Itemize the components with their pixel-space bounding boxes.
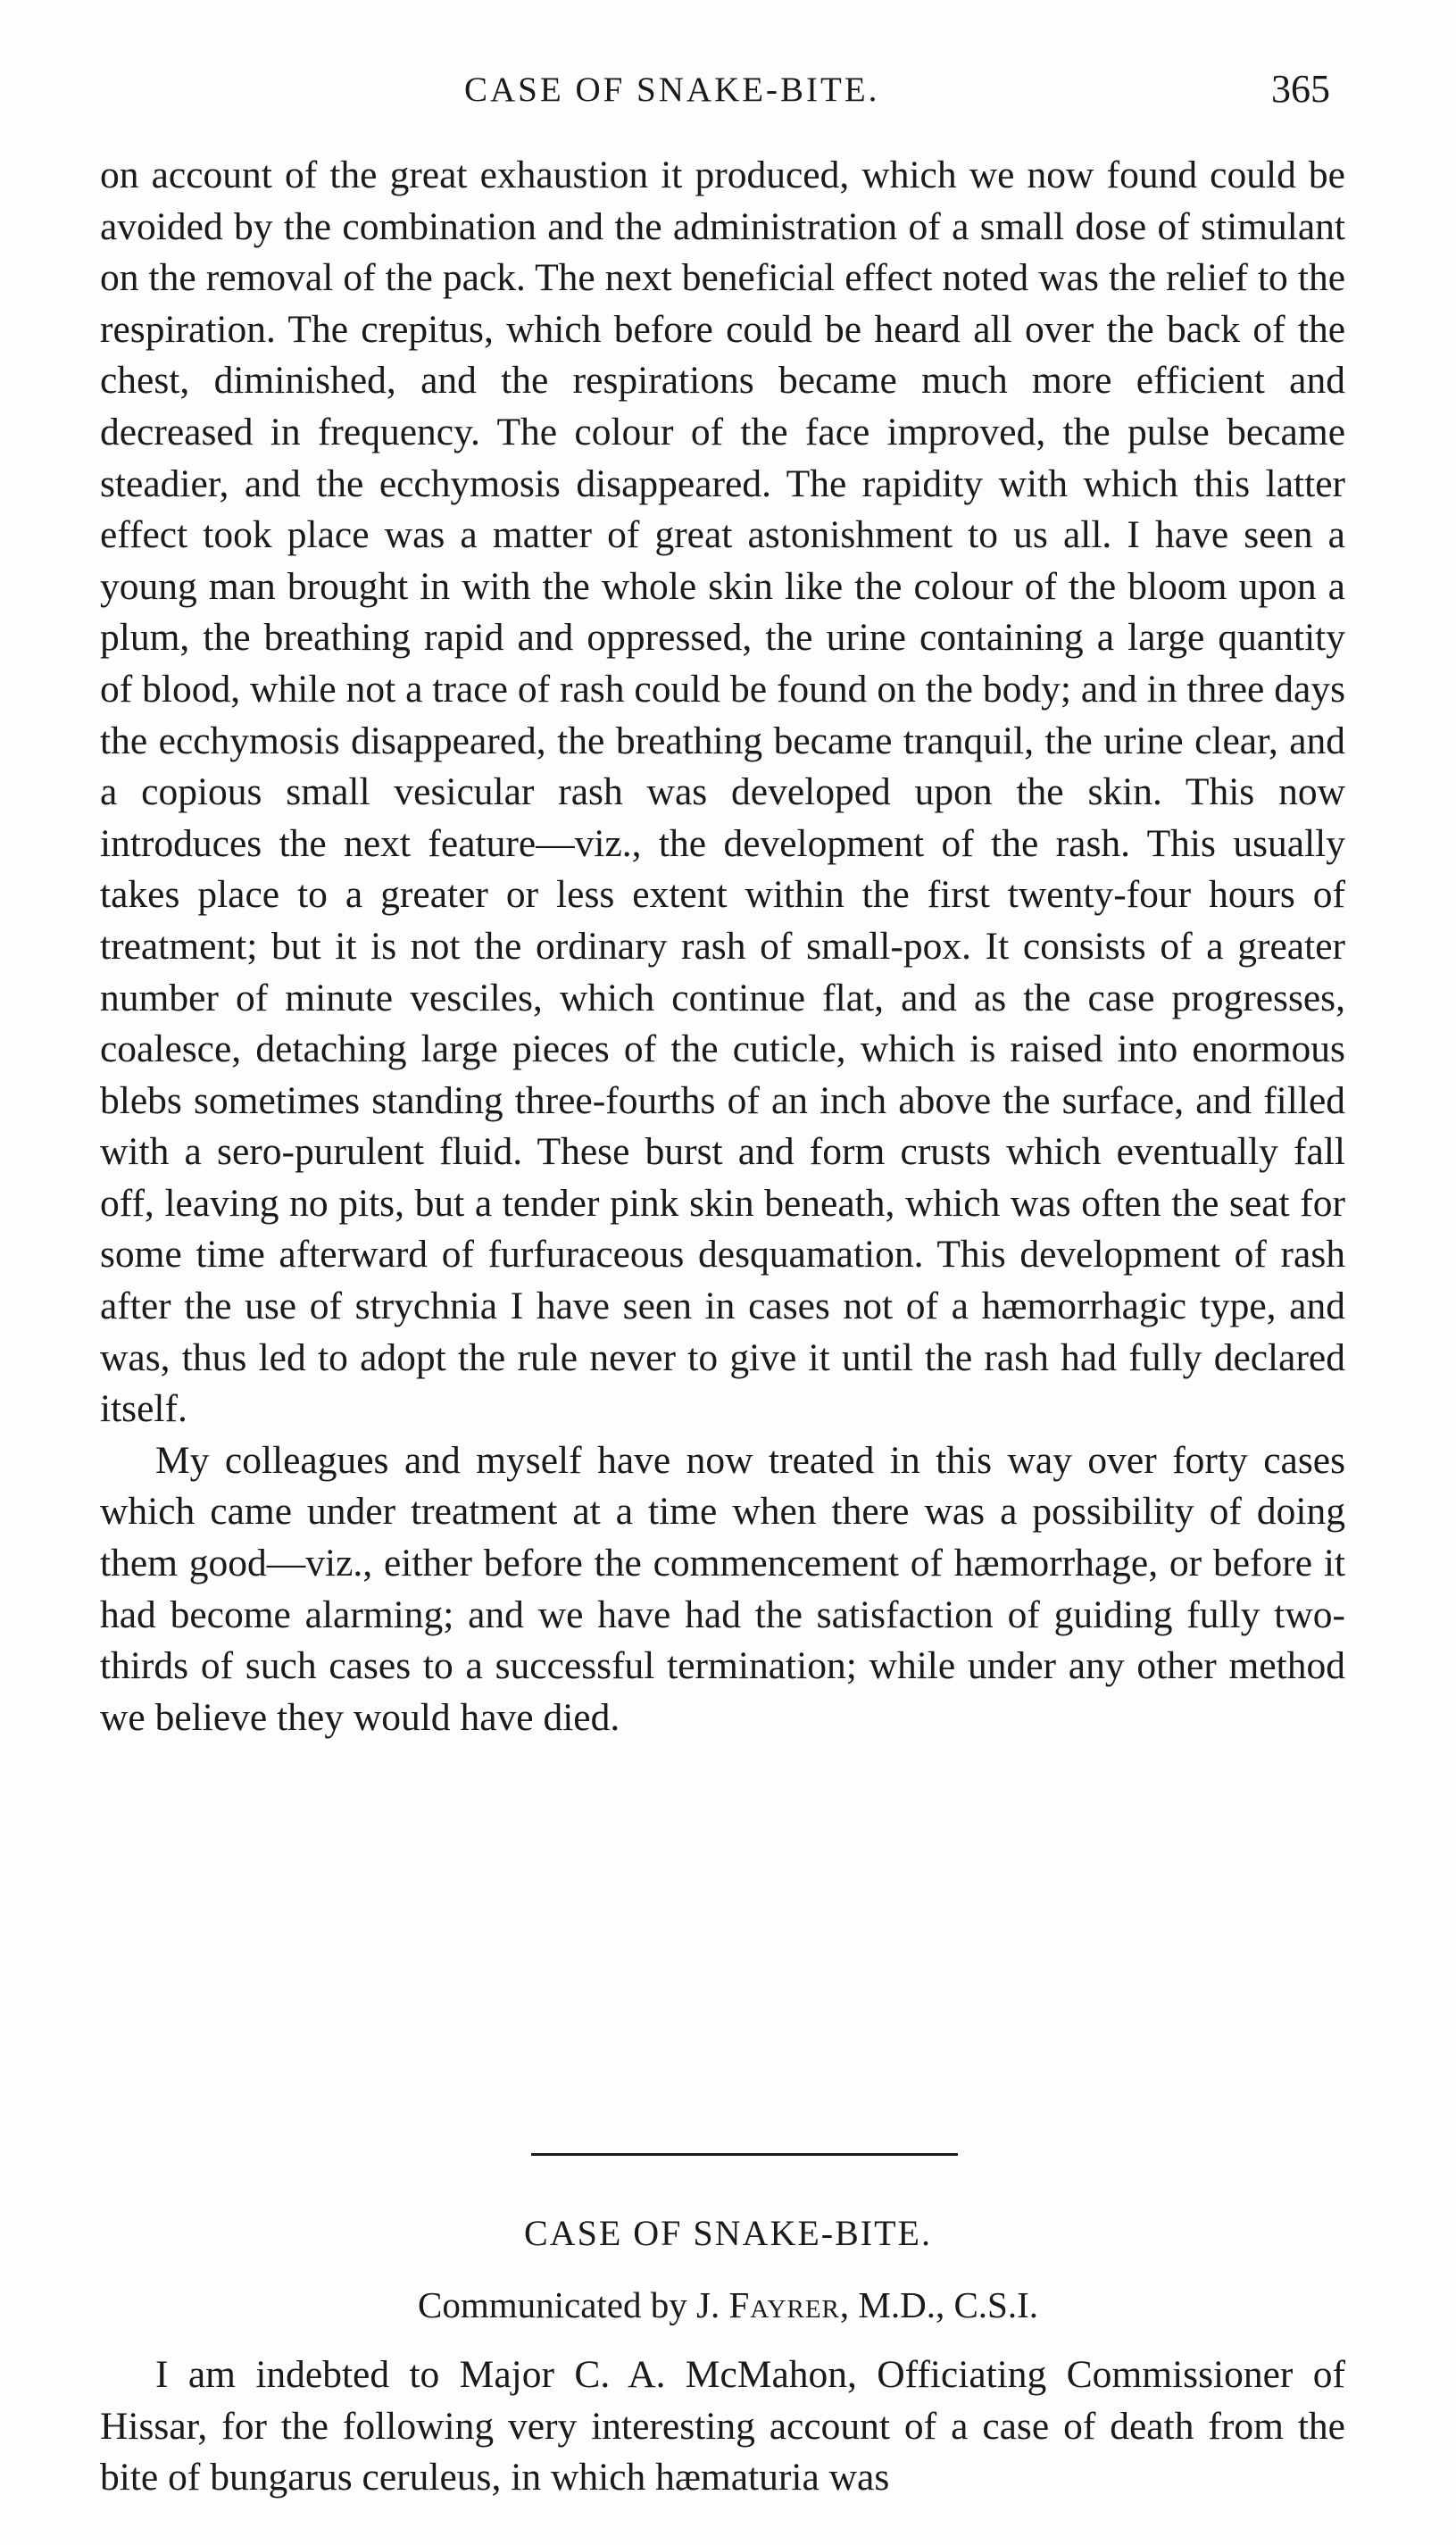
- running-title: CASE OF SNAKE-BITE.: [464, 71, 880, 109]
- byline: [0, 2283, 1456, 2326]
- section-divider: [531, 2153, 958, 2156]
- article-text: [100, 2350, 1345, 2504]
- paragraph-continued: on account of the great exhaustion it produced, which we now found could be avoided by the combination and the administration of a small dose of stimulant on the removal of the pack. The next beneficial effect noted was the relief to the respiration. The crepitus, which before could be heard all over the back of the chest, diminished, and the respirations became much more efficient and decreased in frequency. The colour of the face improved, the pulse became steadier, and the ecchymosis disappeared. The rapidity with which this latter effect took place was a matter of great astonishment to us all. I have seen a young man brought in with the whole skin like the colour of the bloom upon a plum, the breathing rapid and oppressed, the urine containing a large quantity of blood, while not a trace of rash could be found on the body; and in three days the ecchymosis disappeared, the breathing became tranquil, the urine clear, and a copious small vesicular rash was developed upon the skin. This now introduces the next feature—viz., the development of the rash. This usually takes place to a greater or less extent within the first twenty-four hours of treatment; but it is not the ordinary rash of small-pox. It consists of a greater number of minute vesciles, which continue flat, and as the case progresses, coalesce, detaching large pieces of the cuticle, which is raised into enormous blebs sometimes standing three-fourths of an inch above the surface, and filled with a sero-purulent fluid. These burst and form crusts which eventually fall off, leaving no pits, but a tender pink skin beneath, which was often the seat for some time afterward of furfuraceous desquamation. This development of rash after the use of strychnia I have seen in cases not of a hæmorrhagic type, and was, thus led to adopt the rule never to give it until the rash had fully declared itself.: [100, 154, 1345, 1431]
- byline-prefix: Communicated by J.: [417, 2284, 720, 2325]
- byline-author: Fayrer: [728, 2284, 840, 2325]
- paragraph-opening: I am indebted to Major C. A. McMahon, Officiating Commissioner of Hissar, for the following very interesting account of a case of death from the bite of bungarus ceruleus, in which hæmaturia was: [100, 2353, 1345, 2499]
- byline-suffix: , M.D., C.S.I.: [839, 2284, 1039, 2325]
- body-text: [100, 150, 1345, 1743]
- article-title: CASE OF SNAKE-BITE.: [524, 2213, 932, 2253]
- page-number: 365: [1271, 67, 1330, 111]
- paragraph-colleagues: My colleagues and myself have now treated in this way over forty cases which came under treatment at a time when there was a possibility of doing them good—viz., either before the commencement of hæmorrhage, or before it had become alarming; and we have had the satisfaction of guiding fully two-thirds of such cases to a successful termination; while under any other method we believe they would have died.: [100, 1438, 1345, 1739]
- running-head: [98, 67, 1330, 123]
